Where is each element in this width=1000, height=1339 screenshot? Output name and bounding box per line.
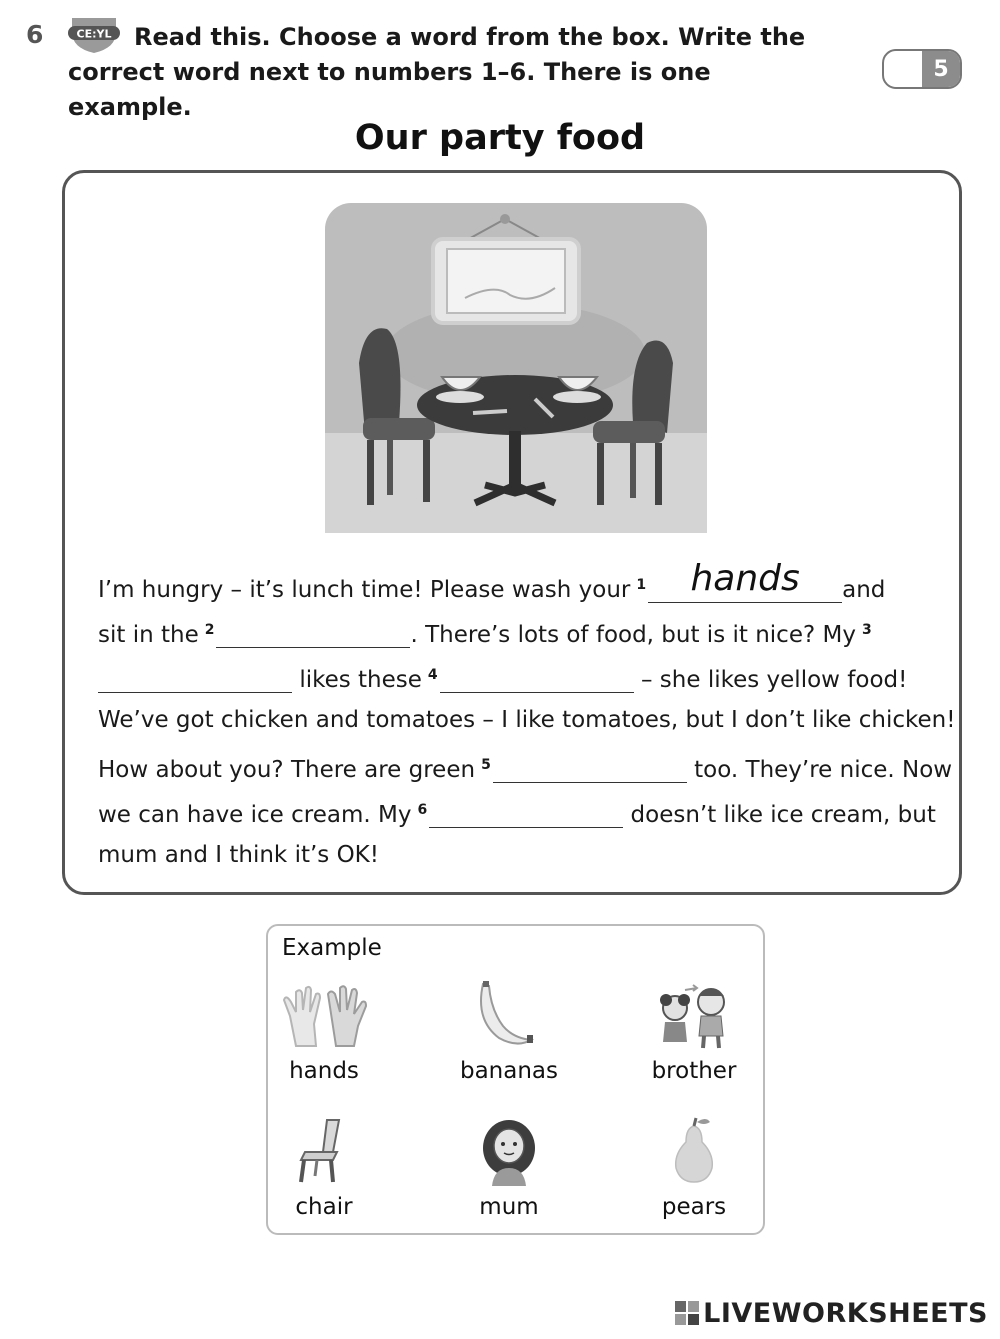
word-option-hands [249, 980, 399, 1084]
pear-icon [664, 1116, 724, 1186]
word-label: chair [295, 1194, 353, 1220]
story-line-3 [98, 650, 938, 695]
instruction-line-1: Read this. Choose a word from the box. Write the [134, 23, 806, 51]
word-label: bananas [459, 1058, 559, 1084]
word-option-chair [249, 1116, 399, 1220]
story-line-4: We’ve got chicken and tomatoes – I like tomatoes, but I don’t like chicken! [98, 707, 956, 733]
answer-gap-4[interactable] [440, 662, 634, 693]
badge-text: CE:YL [76, 27, 112, 41]
story-text-segment: sit in the [98, 622, 199, 648]
brother-icon [649, 980, 739, 1050]
gap-number-5: 5 [481, 757, 491, 773]
question-number: 6 [26, 20, 44, 49]
story-text-segment: likes these [299, 667, 422, 693]
hands-icon [276, 980, 372, 1050]
instructions [68, 20, 808, 125]
gap-number-1: 1 [636, 577, 647, 593]
score-box [882, 49, 962, 89]
word-box-heading: Example [282, 935, 382, 961]
story-line-1 [98, 560, 938, 605]
banana-icon [469, 980, 549, 1050]
word-option-bananas [434, 980, 584, 1084]
story-text-segment: and [842, 577, 886, 603]
example-answer: hands [690, 558, 800, 599]
story-line-2 [98, 605, 938, 650]
page-title: Our party food [354, 118, 646, 158]
mum-icon [474, 1116, 544, 1186]
story-text-segment: doesn’t like ice cream, but [630, 802, 936, 828]
gap-number-4: 4 [427, 667, 438, 683]
answer-gap-6[interactable] [429, 797, 623, 828]
word-option-brother [619, 980, 769, 1084]
score-value: 5 [922, 51, 960, 87]
answer-gap-3[interactable] [98, 662, 292, 693]
story-text-segment: too. They’re nice. Now [694, 757, 953, 783]
answer-gap-2[interactable] [216, 617, 410, 648]
story-line-6 [98, 785, 938, 830]
dining-table-illustration [325, 203, 707, 533]
footer-brand: LIVEWORKSHEETS [703, 1298, 988, 1329]
liveworksheets-logo [675, 1298, 988, 1329]
story-text-segment: I’m hungry – it’s lunch time! Please wash your [98, 577, 631, 603]
word-label: pears [661, 1194, 727, 1220]
word-option-mum [434, 1116, 584, 1220]
gap-number-3: 3 [861, 622, 872, 638]
gap-number-2: 2 [204, 622, 215, 638]
word-label: brother [651, 1058, 737, 1084]
story-text-segment: How about you? There are green [98, 757, 476, 783]
liveworksheets-logo-icon [675, 1301, 699, 1325]
gap-number-6: 6 [417, 802, 428, 818]
story-text [98, 558, 956, 875]
answer-gap-5[interactable] [493, 752, 687, 783]
answer-gap-1[interactable] [648, 558, 842, 603]
story-text-segment: . There’s lots of food, but is it nice? My [410, 622, 856, 648]
story-text-segment: we can have ice cream. My [98, 802, 412, 828]
story-line-7: mum and I think it’s OK! [98, 842, 379, 868]
instruction-line-2: correct word next to numbers 1–6. There is one example. [68, 58, 711, 121]
word-label: mum [479, 1194, 539, 1220]
word-option-pears [619, 1116, 769, 1220]
word-label: hands [289, 1058, 359, 1084]
chair-icon [289, 1116, 359, 1186]
story-line-5 [98, 740, 953, 785]
story-text-segment: – she likes yellow food! [640, 667, 908, 693]
